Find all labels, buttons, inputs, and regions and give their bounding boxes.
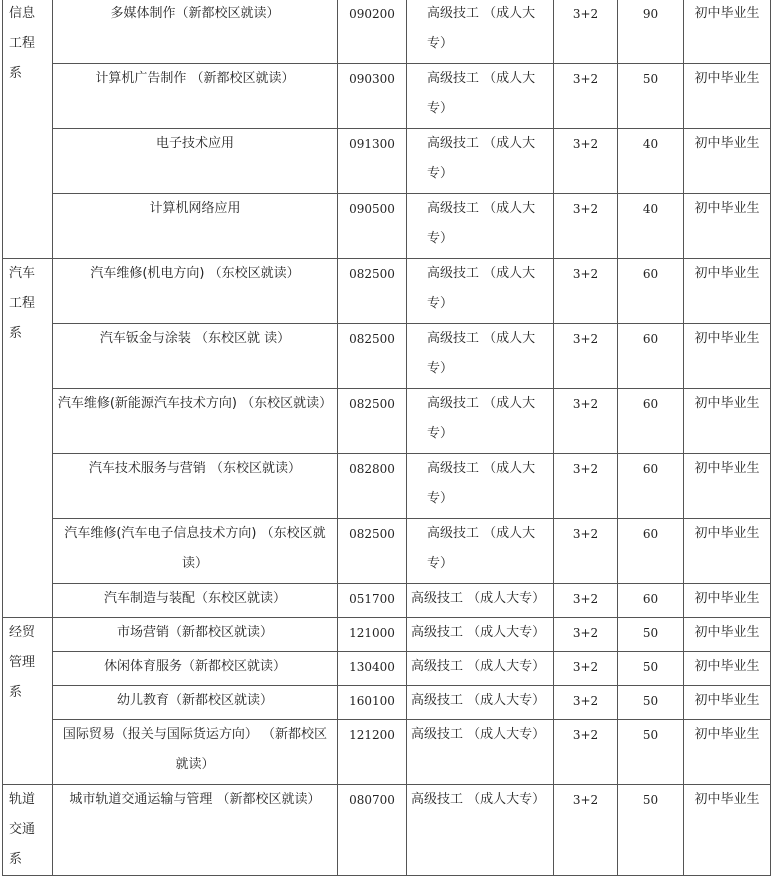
level-cell: 高级技工 （成人大专） bbox=[407, 618, 554, 652]
system-cell: 3+2 bbox=[554, 785, 618, 876]
system-cell: 3+2 bbox=[554, 259, 618, 324]
level-cell: 高级技工 （成人大专） bbox=[407, 454, 554, 519]
plan-cell: 50 bbox=[618, 652, 684, 686]
plan-cell: 50 bbox=[618, 720, 684, 785]
level-cell: 高级技工 （成人大专） bbox=[407, 519, 554, 584]
major-cell: 电子技术应用 bbox=[53, 129, 338, 194]
plan-cell: 60 bbox=[618, 389, 684, 454]
level-cell: 高级技工 （成人大专） bbox=[407, 129, 554, 194]
plan-cell: 60 bbox=[618, 584, 684, 618]
table-row bbox=[3, 720, 771, 785]
major-cell: 汽车维修(机电方向) （东校区就读） bbox=[53, 259, 338, 324]
level-cell: 高级技工 （成人大专） bbox=[407, 686, 554, 720]
major-cell: 汽车维修(新能源汽车技术方向) （东校区就读） bbox=[53, 389, 338, 454]
major-cell: 计算机网络应用 bbox=[53, 194, 338, 259]
level-cell: 高级技工 （成人大专） bbox=[407, 785, 554, 876]
major-cell: 计算机广告制作 （新都校区就读） bbox=[53, 64, 338, 129]
table-row bbox=[3, 584, 771, 618]
system-cell: 3+2 bbox=[554, 652, 618, 686]
code-cell: 051700 bbox=[338, 584, 407, 618]
major-cell: 休闲体育服务（新都校区就读） bbox=[53, 652, 338, 686]
level-cell: 高级技工 （成人大专） bbox=[407, 584, 554, 618]
table-row bbox=[3, 64, 771, 129]
code-cell: 080700 bbox=[338, 785, 407, 876]
code-cell: 082800 bbox=[338, 454, 407, 519]
source-cell: 初中毕业生 bbox=[684, 324, 771, 389]
major-cell: 多媒体制作（新都校区就读） bbox=[53, 0, 338, 64]
code-cell: 091300 bbox=[338, 129, 407, 194]
plan-cell: 90 bbox=[618, 0, 684, 64]
plan-cell: 50 bbox=[618, 64, 684, 129]
table-row bbox=[3, 652, 771, 686]
plan-cell: 50 bbox=[618, 686, 684, 720]
level-cell: 高级技工 （成人大专） bbox=[407, 720, 554, 785]
source-cell: 初中毕业生 bbox=[684, 720, 771, 785]
source-cell: 初中毕业生 bbox=[684, 389, 771, 454]
level-cell: 高级技工 （成人大专） bbox=[407, 259, 554, 324]
code-cell: 090500 bbox=[338, 194, 407, 259]
table-row bbox=[3, 194, 771, 259]
system-cell: 3+2 bbox=[554, 584, 618, 618]
source-cell: 初中毕业生 bbox=[684, 519, 771, 584]
source-cell: 初中毕业生 bbox=[684, 785, 771, 876]
plan-cell: 60 bbox=[618, 454, 684, 519]
source-cell: 初中毕业生 bbox=[684, 0, 771, 64]
code-cell: 082500 bbox=[338, 324, 407, 389]
code-cell: 090200 bbox=[338, 0, 407, 64]
source-cell: 初中毕业生 bbox=[684, 259, 771, 324]
system-cell: 3+2 bbox=[554, 454, 618, 519]
level-cell: 高级技工 （成人大专） bbox=[407, 652, 554, 686]
source-cell: 初中毕业生 bbox=[684, 618, 771, 652]
plan-cell: 60 bbox=[618, 324, 684, 389]
major-cell: 幼儿教育（新都校区就读） bbox=[53, 686, 338, 720]
code-cell: 121000 bbox=[338, 618, 407, 652]
code-cell: 121200 bbox=[338, 720, 407, 785]
plan-cell: 50 bbox=[618, 618, 684, 652]
level-cell: 高级技工 （成人大专） bbox=[407, 194, 554, 259]
major-cell: 城市轨道交通运输与管理 （新都校区就读） bbox=[53, 785, 338, 876]
major-cell: 汽车维修(汽车电子信息技术方向) （东校区就读） bbox=[53, 519, 338, 584]
code-cell: 082500 bbox=[338, 389, 407, 454]
department-cell: 轨道交通系 bbox=[3, 785, 53, 876]
table-row bbox=[3, 324, 771, 389]
system-cell: 3+2 bbox=[554, 194, 618, 259]
source-cell: 初中毕业生 bbox=[684, 652, 771, 686]
system-cell: 3+2 bbox=[554, 0, 618, 64]
source-cell: 初中毕业生 bbox=[684, 64, 771, 129]
system-cell: 3+2 bbox=[554, 129, 618, 194]
level-cell: 高级技工 （成人大专） bbox=[407, 64, 554, 129]
table-row bbox=[3, 454, 771, 519]
enrollment-table bbox=[2, 0, 771, 876]
table-row bbox=[3, 0, 771, 64]
code-cell: 160100 bbox=[338, 686, 407, 720]
system-cell: 3+2 bbox=[554, 64, 618, 129]
level-cell: 高级技工 （成人大专） bbox=[407, 0, 554, 64]
table-row bbox=[3, 519, 771, 584]
level-cell: 高级技工 （成人大专） bbox=[407, 389, 554, 454]
source-cell: 初中毕业生 bbox=[684, 584, 771, 618]
source-cell: 初中毕业生 bbox=[684, 194, 771, 259]
table-row bbox=[3, 389, 771, 454]
table-row bbox=[3, 259, 771, 324]
system-cell: 3+2 bbox=[554, 686, 618, 720]
table-row bbox=[3, 686, 771, 720]
department-cell: 经贸管理系 bbox=[3, 618, 53, 785]
major-cell: 汽车制造与装配（东校区就读） bbox=[53, 584, 338, 618]
code-cell: 090300 bbox=[338, 64, 407, 129]
plan-cell: 40 bbox=[618, 129, 684, 194]
system-cell: 3+2 bbox=[554, 720, 618, 785]
system-cell: 3+2 bbox=[554, 389, 618, 454]
source-cell: 初中毕业生 bbox=[684, 454, 771, 519]
department-cell: 汽车工程系 bbox=[3, 259, 53, 618]
system-cell: 3+2 bbox=[554, 618, 618, 652]
plan-cell: 50 bbox=[618, 785, 684, 876]
plan-cell: 60 bbox=[618, 259, 684, 324]
level-cell: 高级技工 （成人大专） bbox=[407, 324, 554, 389]
code-cell: 082500 bbox=[338, 259, 407, 324]
major-cell: 汽车钣金与涂装 （东校区就 读） bbox=[53, 324, 338, 389]
source-cell: 初中毕业生 bbox=[684, 686, 771, 720]
system-cell: 3+2 bbox=[554, 324, 618, 389]
system-cell: 3+2 bbox=[554, 519, 618, 584]
table-row bbox=[3, 129, 771, 194]
table-row bbox=[3, 785, 771, 876]
plan-cell: 40 bbox=[618, 194, 684, 259]
plan-cell: 60 bbox=[618, 519, 684, 584]
major-cell: 市场营销（新都校区就读） bbox=[53, 618, 338, 652]
code-cell: 082500 bbox=[338, 519, 407, 584]
major-cell: 汽车技术服务与营销 （东校区就读） bbox=[53, 454, 338, 519]
code-cell: 130400 bbox=[338, 652, 407, 686]
source-cell: 初中毕业生 bbox=[684, 129, 771, 194]
major-cell: 国际贸易（报关与国际货运方向） （新都校区就读） bbox=[53, 720, 338, 785]
department-cell: 信息工程系 bbox=[3, 0, 53, 259]
table-row bbox=[3, 618, 771, 652]
